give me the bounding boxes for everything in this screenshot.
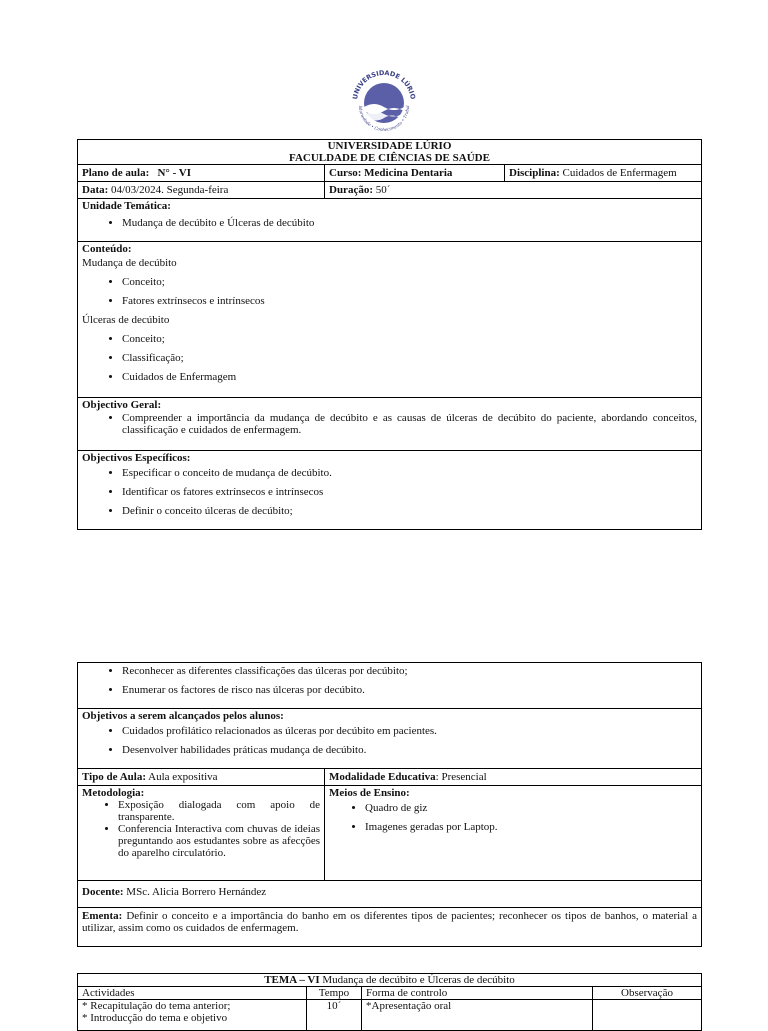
list-item: • Imagenes geradas por Laptop. [365, 821, 697, 833]
objectivo-geral-section [78, 398, 701, 451]
objectivos-especificos-continued [78, 663, 701, 709]
university-logo [347, 66, 421, 132]
list-item: • Identificar os fatores extrínsecos e intrínsecos [122, 486, 697, 498]
docente-row [78, 881, 701, 908]
tipo-cell [78, 769, 324, 785]
tema-table [77, 973, 702, 1031]
alcancados-label: Objetivos a serem alcançados pelos alunos: [82, 710, 284, 722]
docente-label: Docente: [82, 886, 124, 898]
list-item: • Quadro de giz [365, 802, 697, 814]
list-item: • Conferencia Interactiva com chuvas de ideias preguntando aos estudantes sobre as afecções do aparelho circulatório. [118, 823, 320, 859]
list-item: • Enumerar os factores de risco nas úlceras por decúbito. [122, 684, 697, 696]
modalidade-label: Modalidade Educativa [329, 771, 436, 783]
date-row [78, 182, 701, 199]
header-forma-controlo: Forma de controlo [362, 987, 593, 1000]
faculty-name: FACULDADE DE CIÊNCIAS DE SAÚDE [289, 152, 490, 164]
unidade-section [78, 199, 701, 242]
curso-cell [324, 165, 504, 181]
controlo-cell: *Apresentação oral [362, 1000, 593, 1031]
lesson-plan-table-continued [77, 662, 702, 947]
metodologia-label: Metodologia: [82, 787, 145, 799]
plan-row [78, 165, 701, 182]
objectivo-geral-label: Objectivo Geral: [82, 399, 162, 411]
list-item: • Desenvolver habilidades práticas mudança de decúbito. [122, 744, 697, 756]
svg-text:Solidariedade • Conhecimento •: lidariedade • Conhecimento • Trabal [357, 105, 411, 132]
disciplina-cell [504, 165, 701, 181]
conteudo-label: Conteúdo: [82, 243, 132, 255]
objectivos-especificos-label: Objectivos Específicos: [82, 452, 191, 464]
tema-title-cell [78, 974, 702, 987]
observacao-cell [593, 1000, 702, 1031]
header-tempo: Tempo [307, 987, 362, 1000]
plano-value: N° - VI [157, 167, 192, 179]
list-item: • Definir o conceito úlceras de decúbito; [122, 505, 697, 517]
activity-line: * Introducção do tema e objetivo [82, 1012, 228, 1024]
conteudo-section [78, 242, 701, 398]
list-item: • Compreender a importância da mudança de decúbito e as causas de úlceras de decúbito do paciente, abordando conceitos, classificação e cuidados de enfermagem. [122, 412, 697, 436]
header-actividades: Actividades [78, 987, 307, 1000]
data-value: 04/03/2024. Segunda-feira [111, 184, 229, 196]
docente-value: MSc. Alicia Borrero Hernández [126, 886, 267, 898]
curso-value: Medicina Dentaria [364, 167, 453, 179]
disciplina-label: Disciplina: [509, 167, 560, 179]
data-cell [78, 182, 324, 198]
svg-text:UNIVERSIDADE LÚRIO: UNIVERSIDADE LÚRIO [351, 68, 417, 100]
duracao-cell [324, 182, 701, 198]
modalidade-value: : Presencial [435, 771, 487, 783]
tipo-row [78, 769, 701, 786]
list-item: • Fatores extrínsecos e intrínsecos [122, 295, 697, 307]
plano-label: Plano de aula: [82, 167, 150, 179]
list-item: • Conceito; [122, 333, 697, 345]
list-item: • Especificar o conceito de mudança de decúbito. [122, 467, 697, 479]
tipo-label: Tipo de Aula: [82, 771, 146, 783]
ementa-text: Definir o conceito e a importância do banho em os diferentes tipos de pacientes; reconhecer os tipos de banhos, o material a utilizar, assim como os cuidados de enfermagem. [82, 910, 698, 934]
modalidade-cell [324, 769, 701, 785]
metodologia-row [78, 786, 701, 881]
plano-cell [78, 165, 324, 181]
conteudo-group2-title: Úlceras de decúbito [82, 314, 170, 326]
metodologia-cell [78, 786, 324, 880]
tempo-cell: 10´ [307, 1000, 362, 1031]
curso-label: Curso: [329, 167, 362, 179]
list-item: • Cuidados profilático relacionados as úlceras por decúbito em pacientes. [122, 725, 697, 737]
duracao-label: Duração: [329, 184, 373, 196]
header-observacao: Observação [593, 987, 702, 1000]
university-name: UNIVERSIDADE LÚRIO [327, 140, 452, 152]
activity-cell [78, 1000, 307, 1031]
ementa-row [78, 908, 701, 946]
objectivos-especificos-section [78, 451, 701, 529]
lesson-plan-table [77, 139, 702, 530]
list-item: • Exposição dialogada com apoio de transparente. [118, 799, 320, 823]
disciplina-value: Cuidados de Enfermagem [562, 167, 677, 179]
alcancados-section [78, 709, 701, 769]
meios-cell [324, 786, 701, 880]
unidade-label: Unidade Temática: [82, 200, 171, 212]
conteudo-group1-title: Mudança de decúbito [82, 257, 177, 269]
ementa-label: Ementa: [82, 910, 123, 922]
activity-line: * Recapitulação do tema anterior; [82, 1000, 231, 1012]
list-item: • Classificação; [122, 352, 697, 364]
data-label: Data: [82, 184, 109, 196]
meios-label: Meios de Ensino: [329, 787, 410, 799]
tema-label: TEMA – VI [264, 974, 320, 986]
table-row [78, 1000, 702, 1031]
list-item: • Conceito; [122, 276, 697, 288]
list-item: • Reconhecer as diferentes classificações das úlceras por decúbito; [122, 665, 697, 677]
list-item: • Cuidados de Enfermagem [122, 371, 697, 383]
table-header [78, 140, 701, 165]
tema-title: Mudança de decúbito e Úlceras de decúbito [322, 974, 515, 986]
list-item: • Mudança de decúbito e Úlceras de decúbito [122, 217, 697, 229]
tipo-value: Aula expositiva [148, 771, 218, 783]
duracao-value: 50´ [375, 184, 391, 196]
